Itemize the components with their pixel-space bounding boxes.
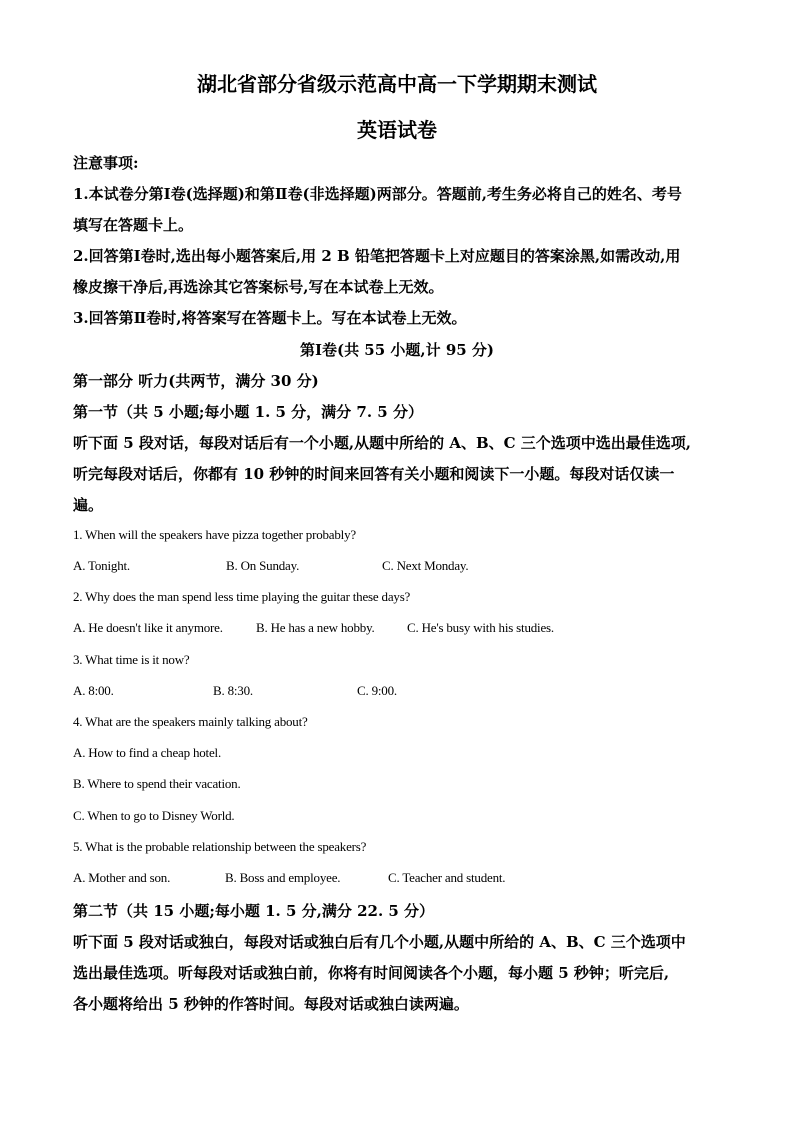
note-3: 3.回答第Ⅱ卷时,将答案写在答题卡上。写在本试卷上无效。 [73, 309, 467, 327]
question-3-option-c: C. 9:00. [357, 683, 397, 698]
question-2-option-b: B. He has a new hobby. [256, 620, 375, 635]
section-2-instruction-line-1: 听下面 5 段对话或独白，每段对话或独白后有几个小题,从题中所给的 A、B、C 三个选项中 [73, 933, 686, 951]
section-1-instruction-line-3: 遍。 [73, 496, 104, 514]
question-3-option-a: A. 8:00. [73, 683, 114, 698]
question-4: 4. What are the speakers mainly talking about? [73, 714, 308, 729]
question-2-option-a: A. He doesn't like it anymore. [73, 620, 223, 635]
note-1-line-1: 1.本试卷分第Ⅰ卷(选择题)和第Ⅱ卷(非选择题)两部分。答题前,考生务必将自己的姓名、考号 [73, 185, 682, 203]
question-1-option-b: B. On Sunday. [226, 558, 300, 573]
question-4-option-a: A. How to find a cheap hotel. [73, 745, 221, 760]
volume-1-heading: 第Ⅰ卷(共 55 小题,计 95 分) [299, 341, 495, 359]
question-5-option-c: C. Teacher and student. [388, 870, 506, 885]
question-2: 2. Why does the man spend less time playing the guitar these days? [73, 589, 411, 604]
question-3-option-b: B. 8:30. [213, 683, 253, 698]
section-2-instruction-line-2: 选出最佳选项。听每段对话或独白前，你将有时间阅读各个小题，每小题 5 秒钟；听完后, [73, 964, 670, 982]
section-1-heading: 第一节（共 5 小题;每小题 1. 5 分，满分 7. 5 分） [73, 403, 423, 421]
question-1-option-a: A. Tonight. [73, 558, 130, 573]
question-3: 3. What time is it now? [73, 652, 190, 667]
section-1-instruction-line-2: 听完每段对话后，你都有 10 秒钟的时间来回答有关小题和阅读下一小题。每段对话仅读一 [73, 465, 675, 483]
notes-heading: 注意事项: [73, 154, 139, 172]
question-4-option-c: C. When to go to Disney World. [73, 808, 235, 823]
section-2-instruction-line-3: 各小题将给出 5 秒钟的作答时间。每段对话或独白读两遍。 [73, 995, 469, 1013]
question-5: 5. What is the probable relationship between the speakers? [73, 839, 367, 854]
note-1-line-2: 填写在答题卡上。 [73, 216, 194, 234]
note-2-line-1: 2.回答第Ⅰ卷时,选出每小题答案后,用 2 B 铅笔把答题卡上对应题目的答案涂黑,如需改动,用 [73, 247, 681, 265]
question-1-option-c: C. Next Monday. [382, 558, 469, 573]
note-2-line-2: 橡皮擦干净后,再选涂其它答案标号,写在本试卷上无效。 [73, 278, 444, 296]
question-1: 1. When will the speakers have pizza together probably? [73, 527, 356, 542]
question-2-option-c: C. He's busy with his studies. [407, 620, 554, 635]
part-1-heading: 第一部分 听力(共两节，满分 30 分) [73, 372, 319, 390]
exam-title: 湖北省部分省级示范高中高一下学期期末测试 [197, 72, 597, 96]
section-2-heading: 第二节（共 15 小题;每小题 1. 5 分,满分 22. 5 分） [73, 902, 435, 920]
question-5-option-a: A. Mother and son. [73, 870, 171, 885]
exam-subtitle: 英语试卷 [357, 118, 437, 142]
question-4-option-b: B. Where to spend their vacation. [73, 776, 241, 791]
section-1-instruction-line-1: 听下面 5 段对话，每段对话后有一个小题,从题中所给的 A、B、C 三个选项中选出最佳选项, [73, 434, 692, 452]
question-5-option-b: B. Boss and employee. [225, 870, 341, 885]
